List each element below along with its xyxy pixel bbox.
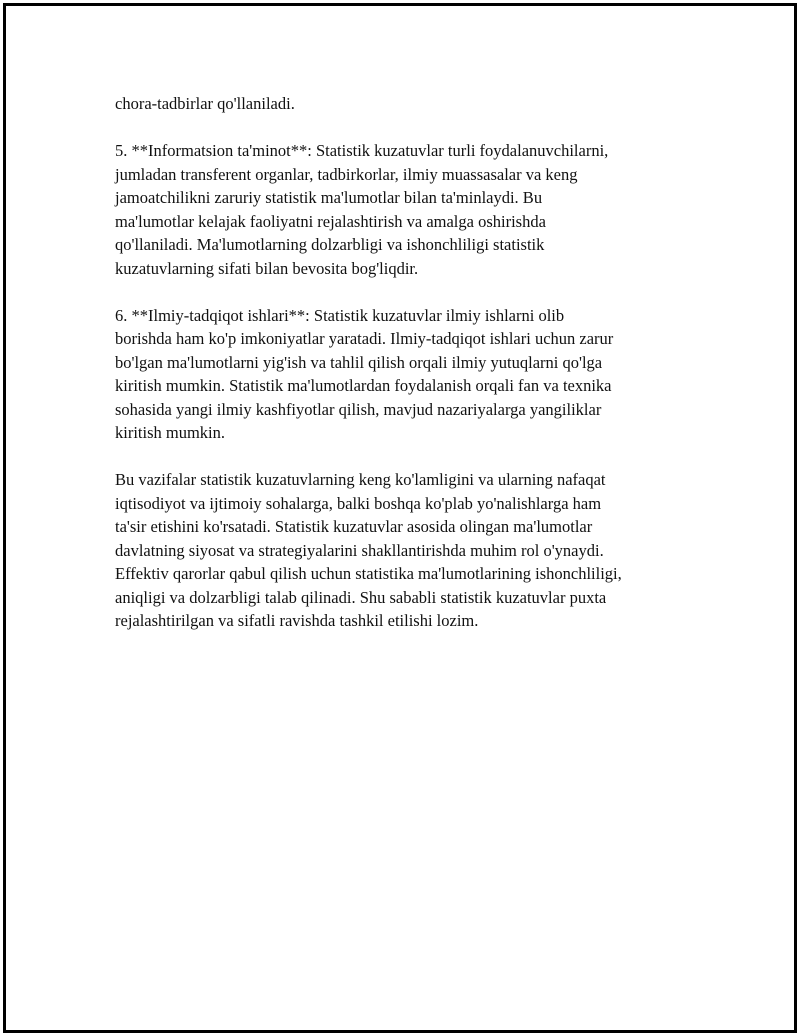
text-line: iqtisodiyot va ijtimoiy sohalarga, balki boshqa ko'plab yo'nalishlarga ham bbox=[115, 493, 602, 513]
text-line: bo'lgan ma'lumotlarni yig'ish va tahlil qilish orqali ilmiy yutuqlarni qo'lga bbox=[115, 352, 603, 372]
text-line: 6. **Ilmiy-tadqiqot ishlari**: Statistik kuzatuvlar ilmiy ishlarni olib bbox=[115, 305, 565, 325]
paragraph-continuation bbox=[115, 92, 715, 116]
document-body bbox=[115, 92, 715, 656]
text-line: davlatning siyosat va strategiyalarini shakllantirishda muhim rol o'ynaydi. bbox=[115, 540, 604, 560]
text-line: Effektiv qarorlar qabul qilish uchun statistika ma'lumotlarining ishonchliligi, bbox=[115, 564, 622, 583]
paragraph-conclusion bbox=[115, 468, 715, 633]
text-line: ma'lumotlar kelajak faoliyatni rejalashtirish va amalga oshirishda bbox=[115, 211, 546, 231]
text-line: kiritish mumkin. Statistik ma'lumotlardan foydalanish orqali fan va texnika bbox=[115, 376, 612, 395]
text-line: jamoatchilikni zaruriy statistik ma'lumotlar bilan ta'minlaydi. Bu bbox=[115, 188, 543, 207]
text-line: sohasida yangi ilmiy kashfiyotlar qilish, mavjud nazariyalarga yangiliklar bbox=[115, 399, 602, 419]
text-line: kiritish mumkin. bbox=[115, 423, 226, 442]
text-line: Bu vazifalar statistik kuzatuvlarning keng ko'lamligini va ularning nafaqat bbox=[115, 470, 606, 489]
text-line: 5. **Informatsion ta'minot**: Statistik kuzatuvlar turli foydalanuvchilarni, bbox=[115, 141, 609, 160]
text-line: aniqligi va dolzarbligi talab qilinadi. Shu sababli statistik kuzatuvlar puxta bbox=[115, 587, 607, 607]
text-line: kuzatuvlarning sifati bilan bevosita bog'liqdir. bbox=[115, 258, 419, 278]
text-line: jumladan transferent organlar, tadbirkorlar, ilmiy muassasalar va keng bbox=[115, 164, 578, 184]
paragraph-ilmiy-tadqiqot bbox=[115, 304, 715, 445]
text-line: borishda ham ko'p imkoniyatlar yaratadi. Ilmiy-tadqiqot ishlari uchun zarur bbox=[115, 329, 614, 348]
paragraph-informatsion-taminot bbox=[115, 139, 715, 280]
text-line: qo'llaniladi. Ma'lumotlarning dolzarbligi va ishonchliligi statistik bbox=[115, 235, 545, 254]
text-line: chora-tadbirlar qo'llaniladi. bbox=[115, 94, 295, 113]
text-line: rejalashtirilgan va sifatli ravishda tashkil etilishi lozim. bbox=[115, 611, 479, 630]
text-line: ta'sir etishini ko'rsatadi. Statistik kuzatuvlar asosida olingan ma'lumotlar bbox=[115, 517, 593, 536]
